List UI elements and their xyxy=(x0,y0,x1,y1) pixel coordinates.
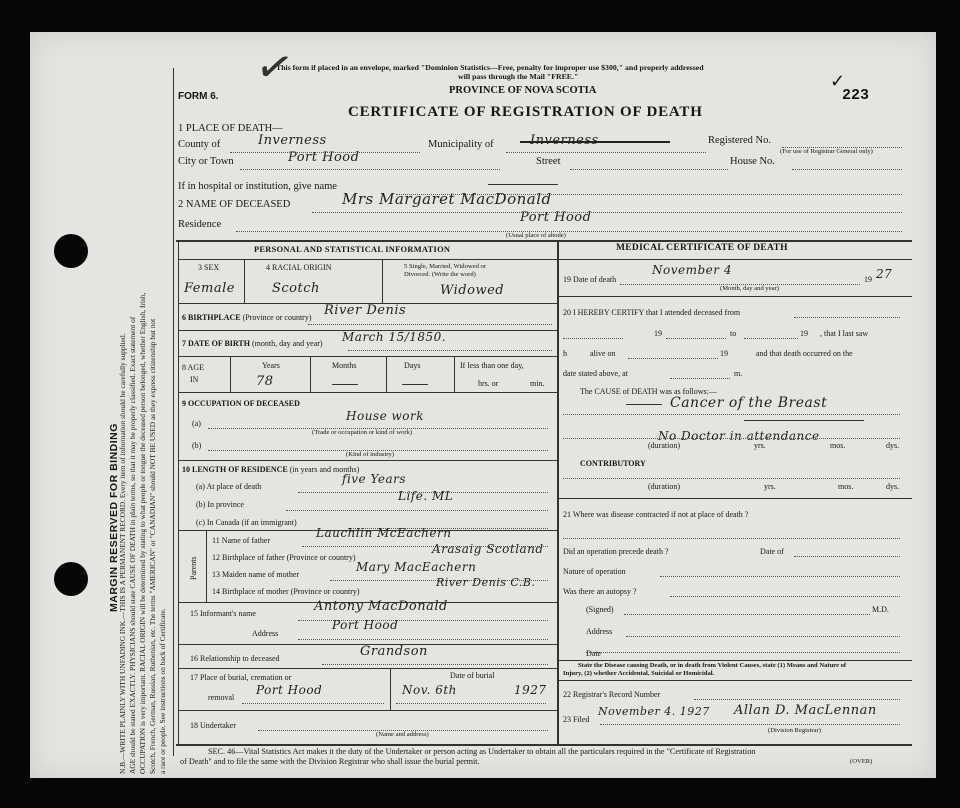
pen-mark xyxy=(488,184,558,185)
city-value: Port Hood xyxy=(288,150,360,165)
certify-line xyxy=(563,338,623,339)
filed-line xyxy=(600,724,900,725)
place-of-death-heading: 1 PLACE OF DEATH— xyxy=(178,123,283,134)
dash-mark xyxy=(332,384,358,385)
date-of-death-note: (Month, day and year) xyxy=(720,285,779,292)
certify-last-saw: , that I last saw xyxy=(820,329,869,338)
father-name-value: Lauchlin McEachern xyxy=(316,526,452,540)
in-province-value: Life. ML xyxy=(398,489,454,503)
date-above-m: m. xyxy=(734,369,743,378)
informant-address-value: Port Hood xyxy=(332,618,399,632)
relationship-value: Grandson xyxy=(360,644,428,659)
medical-heading: MEDICAL CERTIFICATE OF DEATH xyxy=(616,243,788,253)
row-rule xyxy=(178,356,557,357)
dash-mark xyxy=(402,384,428,385)
over-label: (OVER) xyxy=(850,758,873,765)
autopsy-line xyxy=(670,596,900,597)
alive-19: 19 xyxy=(720,349,728,358)
name-line xyxy=(312,212,902,213)
name-of-deceased-value: Mrs Margaret MacDonald xyxy=(342,190,552,208)
occupation-label: 9 OCCUPATION OF DECEASED xyxy=(182,399,300,408)
county-label: County of xyxy=(178,139,221,150)
mother-name-label: 13 Maiden name of mother xyxy=(212,570,300,579)
date-of-death-value: November 4 xyxy=(652,263,732,277)
certificate-paper xyxy=(30,32,936,778)
checkmark-icon: ✓ xyxy=(830,71,846,91)
dys-label-2: dys. xyxy=(886,482,900,491)
footer-note: SEC. 46—Vital Statistics Act makes it the duty of the Undertaker or person acting as Undertaker to obtain all the particulars required in the "Certificate of Registration xyxy=(208,747,756,756)
parents-rule xyxy=(206,530,207,602)
registrar-signature: Allan D. MacLennan xyxy=(734,703,877,718)
occ-a-value: House work xyxy=(346,409,424,423)
at-place-label: (a) At place of death xyxy=(196,482,262,491)
filed-label: 23 Filed xyxy=(563,715,590,724)
cause-label: The CAUSE of DEATH was as follows:— xyxy=(580,387,717,396)
contributory-line xyxy=(563,478,900,479)
cell-rule xyxy=(454,356,455,392)
years-value: 78 xyxy=(256,374,274,389)
yrs-label-2: yrs. xyxy=(764,482,776,491)
municipality-line xyxy=(506,152,706,153)
min-label: min. xyxy=(530,379,545,388)
pen-mark xyxy=(744,420,864,421)
cell-rule xyxy=(310,356,311,392)
row-rule xyxy=(178,392,557,393)
marital-label: 5 Single, Married, Widowed or xyxy=(404,263,487,270)
state-note: State the Disease causing Death, or in death from Violent Causes, state (1) Means and Nature of xyxy=(578,662,847,669)
personal-info-heading: PERSONAL AND STATISTICAL INFORMATION xyxy=(254,245,451,254)
registered-no-label: Registered No. xyxy=(708,135,771,146)
operation-label: Did an operation precede death ? xyxy=(563,547,669,556)
section-rule xyxy=(176,744,912,746)
birthplace-value: River Denis xyxy=(324,303,407,318)
dob-value: March 15/1850. xyxy=(342,330,447,344)
occ-b-label: (b) xyxy=(192,441,202,450)
duration-label-2: (duration) xyxy=(648,482,680,491)
contracted-label: 21 Where was disease contracted if not at place of death ? xyxy=(563,510,749,519)
alive-line xyxy=(628,358,718,359)
registrar-note: (Division Registrar) xyxy=(768,727,821,734)
dash-mark xyxy=(626,404,662,405)
county-value: Inverness xyxy=(258,133,327,148)
date-of-death-label: 19 Date of death xyxy=(563,275,617,284)
md-label: M.D. xyxy=(872,605,889,614)
duration-label: (duration) xyxy=(648,441,680,450)
province-heading: PROVINCE OF NOVA SCOTIA xyxy=(449,85,597,96)
racial-origin-label: 4 RACIAL ORIGIN xyxy=(266,263,332,272)
page-title: CERTIFICATE OF REGISTRATION OF DEATH xyxy=(348,104,703,120)
medical-address-label: Address xyxy=(586,627,613,636)
occ-a-label: (a) xyxy=(192,419,201,428)
date-above: date stated above, at xyxy=(563,369,628,378)
medical-address-line-2 xyxy=(586,652,900,653)
medical-address-line xyxy=(626,636,900,637)
row-rule xyxy=(178,259,557,260)
binding-hole xyxy=(54,234,88,268)
city-line xyxy=(240,169,500,170)
in-province-label: (b) In province xyxy=(196,500,244,509)
cell-rule xyxy=(382,259,383,303)
alive-tail: and that death occurred on the xyxy=(756,349,853,358)
certify-line xyxy=(794,317,900,318)
undertaker-note: (Name and address) xyxy=(376,731,429,738)
birthplace-label: 6 BIRTHPLACE (Province or country) xyxy=(182,313,312,322)
section-rule xyxy=(176,240,912,242)
age-label-in: IN xyxy=(190,375,199,384)
relationship-label: 16 Relationship to deceased xyxy=(190,654,280,663)
father-birthplace-value: Arasaig Scotland xyxy=(432,542,544,556)
alive-h: h xyxy=(563,349,567,358)
street-label: Street xyxy=(536,156,561,167)
residence-length-label: 10 LENGTH OF RESIDENCE (in years and months) xyxy=(182,465,360,474)
signed-line xyxy=(624,614,870,615)
relationship-line xyxy=(322,664,548,665)
alive-on: alive on xyxy=(590,349,616,358)
date-of-death-19: 19 xyxy=(864,275,872,284)
marital-value: Widowed xyxy=(440,283,505,298)
state-note-2: Injury, (2) whether Accidental, Suicidal or Homicidal. xyxy=(563,670,715,677)
certify-to: to xyxy=(730,329,737,338)
stamp-number: 223 xyxy=(842,87,870,104)
days-label: Days xyxy=(404,361,421,370)
row-rule xyxy=(557,680,912,681)
residence-label: Residence xyxy=(178,219,222,230)
registrar-record-line xyxy=(694,699,900,700)
dys-label: dys. xyxy=(886,441,900,450)
street-line xyxy=(570,169,728,170)
house-no-label: House No. xyxy=(730,156,775,167)
cause-value: Cancer of the Breast xyxy=(670,395,828,411)
years-label: Years xyxy=(262,361,280,370)
row-rule xyxy=(178,460,557,461)
less-than-day-label: If less than one day, xyxy=(460,361,524,370)
burial-label-2: removal xyxy=(208,693,235,702)
parents-label: Parents xyxy=(189,556,198,580)
certify-label: 20 I HEREBY CERTIFY that I attended deceased from xyxy=(563,308,741,317)
hrs-label: hrs. or xyxy=(478,379,499,388)
hospital-label: If in hospital or institution, give name xyxy=(178,181,337,192)
informant-address-line xyxy=(298,639,548,640)
envelope-note-2: will pass through the Mail "FREE." xyxy=(458,72,579,81)
mother-birthplace-value: River Denis C.B. xyxy=(436,576,536,589)
form-number: FORM 6. xyxy=(178,91,219,102)
footer-note-2: of Death" and to file the same with the Division Registrar who shall issue the burial permit. xyxy=(180,757,480,766)
cell-rule xyxy=(390,668,391,710)
registrar-use-note: (For use of Registrar General only) xyxy=(780,148,873,155)
cause-line-2 xyxy=(563,438,900,439)
racial-origin-value: Scotch xyxy=(272,281,320,296)
row-rule xyxy=(178,668,557,669)
certify-19b: 19 xyxy=(800,329,808,338)
certify-19a: 19 xyxy=(654,329,662,338)
burial-date-line xyxy=(396,703,546,704)
margin-instructions-4: Scotch, French, German, Russian, Ruthenian, etc. The terms "AMERICAN" or "CANADIAN" should NOT BE USED as they express citizenship but not xyxy=(148,318,157,774)
contracted-line xyxy=(563,538,900,539)
months-label: Months xyxy=(332,361,357,370)
cause-line xyxy=(563,414,900,415)
burial-label: 17 Place of burial, cremation or xyxy=(190,673,292,682)
certify-line xyxy=(666,338,726,339)
margin-instructions-3: OCCUPATION is very important. RACIAL ORIGIN will be determined by stating to what people or tongue the deceased person belonged, whether English, Irish, xyxy=(138,292,147,774)
residence-note: (Usual place of abode) xyxy=(506,232,566,239)
cell-rule xyxy=(244,259,245,303)
occ-a-note: (Trade or occupation or kind of work) xyxy=(312,429,413,436)
mos-label-2: mos. xyxy=(838,482,854,491)
signed-label: (Signed) xyxy=(586,605,614,614)
margin-instructions-5: a race or people. See instructions on back of Certificate. xyxy=(158,608,167,774)
contributory-label: CONTRIBUTORY xyxy=(580,459,646,468)
undertaker-label: 18 Undertaker xyxy=(190,721,236,730)
autopsy-label: Was there an autopsy ? xyxy=(563,587,637,596)
informant-value: Antony MacDonald xyxy=(314,599,448,614)
cell-rule xyxy=(386,356,387,392)
residence-value: Port Hood xyxy=(520,210,592,225)
certify-line xyxy=(744,338,798,339)
birthplace-line xyxy=(308,324,552,325)
informant-address-label: Address xyxy=(252,629,279,638)
mother-name-value: Mary MacEachern xyxy=(356,560,477,574)
operation-date-line xyxy=(794,556,900,557)
strike-through xyxy=(520,141,670,143)
operation-nature-line xyxy=(660,576,900,577)
father-name-label: 11 Name of father xyxy=(212,536,271,545)
medical-date-label: Date xyxy=(586,649,602,658)
operation-date-label: Date of xyxy=(760,547,784,556)
marital-label-2: Divorced. (Write the word) xyxy=(404,271,476,278)
burial-date-label: Date of burial xyxy=(450,671,495,680)
city-label: City or Town xyxy=(178,156,234,167)
column-divider xyxy=(557,240,559,744)
operation-nature-label: Nature of operation xyxy=(563,567,626,576)
father-birthplace-label: 12 Birthplace of father (Province or country) xyxy=(212,553,356,562)
row-rule xyxy=(178,710,557,711)
in-province-line xyxy=(286,510,548,511)
burial-place-value: Port Hood xyxy=(256,683,323,697)
date-of-death-year: 27 xyxy=(876,267,893,281)
house-line xyxy=(792,169,902,170)
informant-label: 15 Informant's name xyxy=(190,609,256,618)
row-rule xyxy=(557,498,912,499)
filed-value: November 4. 1927 xyxy=(598,705,710,718)
municipality-label: Municipality of xyxy=(428,139,494,150)
sex-value: Female xyxy=(184,281,235,296)
burial-date-value: Nov. 6th xyxy=(402,683,457,697)
occ-b-note: (Kind of industry) xyxy=(346,451,394,458)
burial-year-value: 1927 xyxy=(514,683,547,697)
mos-label: mos. xyxy=(830,441,846,450)
sex-label: 3 SEX xyxy=(198,263,220,272)
checkmark-icon: ✓ xyxy=(251,39,298,96)
margin-binding-label: MARGIN RESERVED FOR BINDING xyxy=(108,423,120,612)
no-doctor-note: No Doctor in attendance xyxy=(658,429,820,443)
dob-label: 7 DATE OF BIRTH (month, day and year) xyxy=(182,339,323,348)
name-of-deceased-label: 2 NAME OF DECEASED xyxy=(178,199,291,210)
residence-line xyxy=(236,231,902,232)
yrs-label: yrs. xyxy=(754,441,766,450)
cell-rule xyxy=(230,356,231,392)
mother-birthplace-label: 14 Birthplace of mother (Province or country) xyxy=(212,587,360,596)
registrar-record-label: 22 Registrar's Record Number xyxy=(563,690,661,699)
margin-instructions-2: AGE should be stated EXACTLY. PHYSICIANS should state CAUSE OF DEATH in plain terms, so that it may be properly classified. Exact statement of xyxy=(128,316,137,774)
in-canada-label: (c) In Canada (if an immigrant) xyxy=(196,518,297,527)
age-label: 8 AGE xyxy=(182,363,204,372)
binding-hole xyxy=(54,562,88,596)
form-left-rule xyxy=(173,68,174,756)
dob-line xyxy=(348,350,552,351)
row-rule xyxy=(557,296,912,297)
envelope-note: This form if placed in an envelope, marked "Dominion Statistics—Free, penalty for improper use $300," and properly addressed xyxy=(276,63,704,72)
row-rule xyxy=(557,259,912,260)
burial-line xyxy=(242,703,384,704)
row-rule xyxy=(557,660,912,661)
date-above-line xyxy=(670,378,730,379)
at-place-value: five Years xyxy=(342,472,407,486)
margin-instructions-1: N.B.—WRITE PLAINLY WITH UNFADING INK.—THIS IS A PERMANENT RECORD. Every item of information should be carefully supplied. xyxy=(118,333,127,774)
